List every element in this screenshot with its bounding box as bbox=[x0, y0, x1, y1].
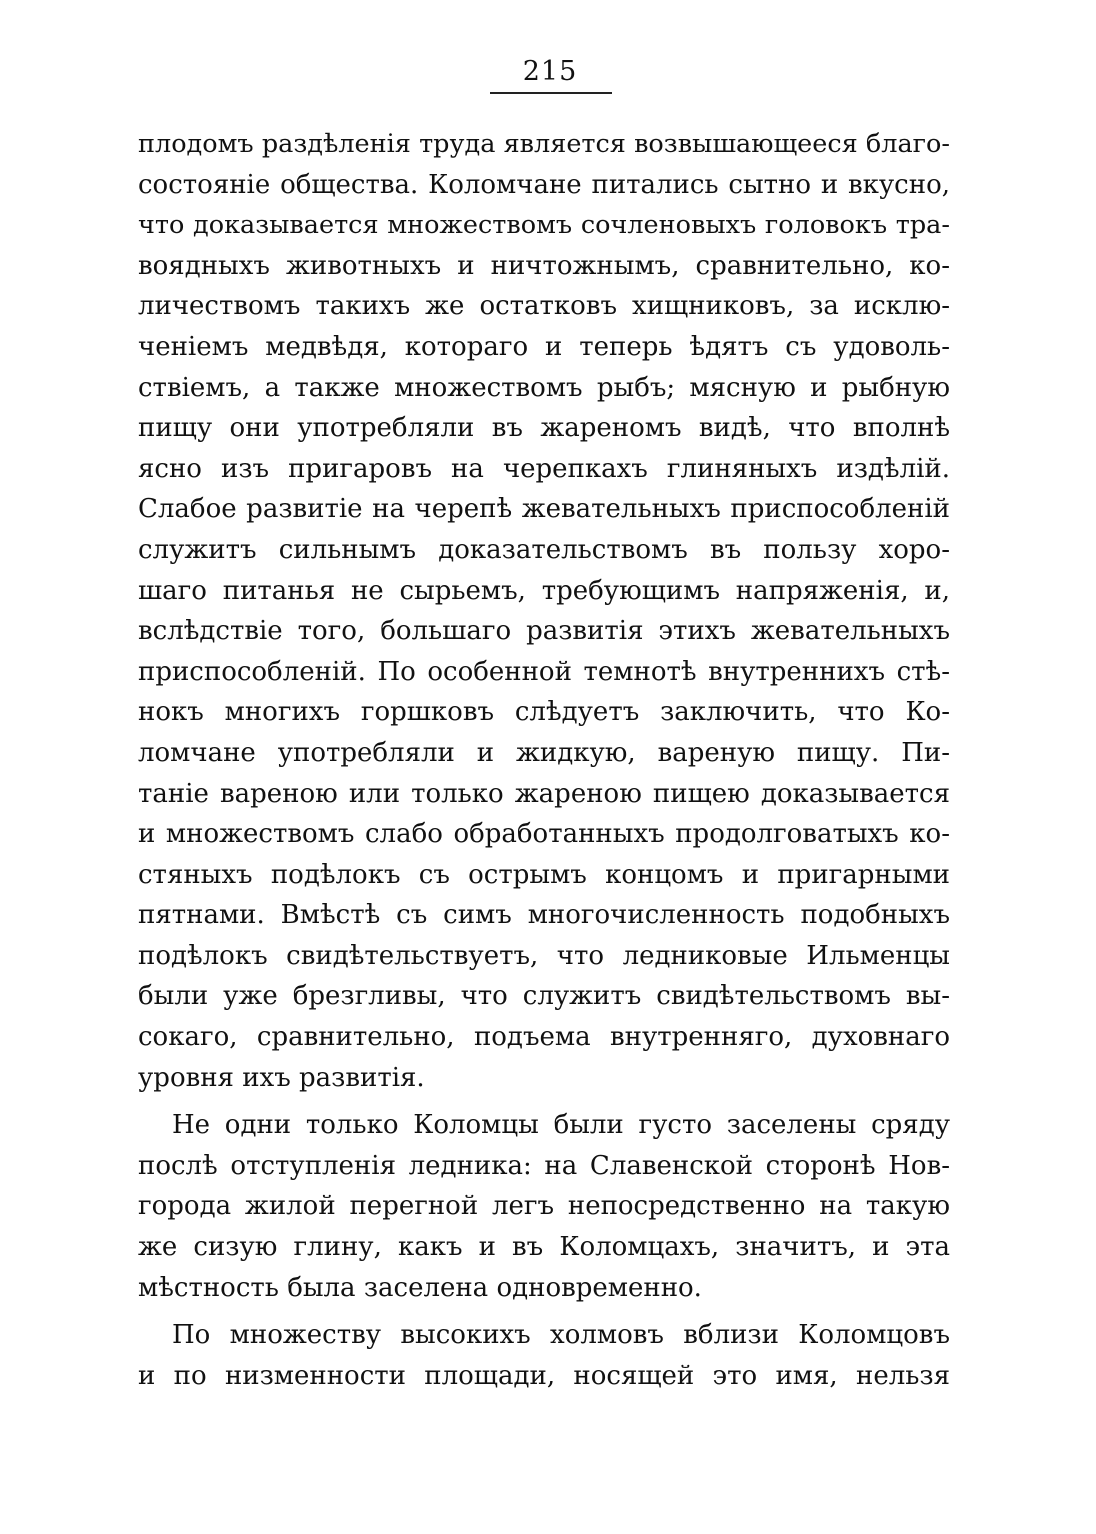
page-number: 215 bbox=[522, 56, 578, 87]
text-line: служитъ сильнымъ доказательствомъ въ пользу хоро- bbox=[138, 534, 950, 565]
text-line: нокъ многихъ горшковъ слѣдуетъ заключить, что Ко- bbox=[138, 697, 950, 728]
text-line: ясно изъ пригаровъ на черепкахъ глиняныхъ издѣлій. bbox=[138, 453, 950, 484]
text-line: стяныхъ подѣлокъ съ острымъ концомъ и пригарными bbox=[138, 859, 950, 890]
text-line: города жилой перегной легъ непосредственно на такую bbox=[138, 1191, 950, 1222]
text-line: подѣлокъ свидѣтельствуетъ, что ледниковые Ильменцы bbox=[138, 940, 950, 971]
paragraph-gap bbox=[138, 1098, 950, 1105]
text-line: же сизую глину, какъ и въ Коломцахъ, значитъ, и эта bbox=[138, 1232, 950, 1263]
text-line: воядныхъ животныхъ и ничтожнымъ, сравнительно, ко- bbox=[138, 250, 950, 281]
text-line: и множествомъ слабо обработанныхъ продолговатыхъ ко- bbox=[138, 819, 950, 850]
text-line: и по низменности площади, носящей это имя, нельзя bbox=[138, 1360, 950, 1391]
text-line: уровня ихъ развитія. bbox=[138, 1062, 425, 1093]
body-text bbox=[138, 124, 950, 1396]
header-rule bbox=[490, 92, 612, 94]
text-line: пищу они употребляли въ жареномъ видѣ, что вполнѣ bbox=[138, 413, 950, 444]
text-line: пятнами. Вмѣстѣ съ симъ многочисленность подобныхъ bbox=[138, 900, 950, 931]
text-line: таніе вареною или только жареною пищею доказывается bbox=[138, 778, 950, 809]
text-line: плодомъ раздѣленія труда является возвышающееся благо- bbox=[138, 129, 950, 159]
paragraph-3 bbox=[138, 1315, 950, 1396]
text-line: Не одни только Коломцы были густо заселены сряду bbox=[172, 1110, 950, 1141]
text-line: были уже брезгливы, что служитъ свидѣтельствомъ вы- bbox=[138, 981, 950, 1012]
paragraph-1 bbox=[138, 124, 950, 1098]
text-line: что доказывается множествомъ сочленовыхъ головокъ тра- bbox=[138, 210, 950, 241]
text-line: ченіемъ медвѣдя, котораго и теперь ѣдятъ съ удоволь- bbox=[138, 331, 950, 362]
text-line: вслѣдствіе того, большаго развитія этихъ жевательныхъ bbox=[138, 616, 950, 647]
text-line: состояніе общества. Коломчане питались сытно и вкусно, bbox=[138, 169, 950, 200]
text-line: Слабое развитіе на черепѣ жевательныхъ приспособленій bbox=[138, 494, 950, 525]
text-line: мѣстность была заселена одновременно. bbox=[138, 1272, 702, 1303]
text-line: сокаго, сравнительно, подъема внутренняго, духовнаго bbox=[138, 1022, 950, 1053]
text-line: приспособленій. По особенной темнотѣ внутреннихъ стѣ- bbox=[138, 656, 950, 687]
text-line: шаго питанья не сырьемъ, требующимъ напряженія, и, bbox=[138, 575, 950, 606]
paragraph-gap bbox=[138, 1308, 950, 1315]
text-line: личествомъ такихъ же остатковъ хищниковъ, за исклю- bbox=[138, 291, 950, 322]
text-line: ствіемъ, а также множествомъ рыбъ; мясную и рыбную bbox=[138, 372, 950, 403]
text-line: ломчане употребляли и жидкую, вареную пищу. Пи- bbox=[138, 737, 950, 768]
text-line: послѣ отступленія ледника: на Славенской сторонѣ Нов- bbox=[138, 1150, 950, 1181]
paragraph-2 bbox=[138, 1105, 950, 1308]
text-line: По множеству высокихъ холмовъ вблизи Коломцовъ bbox=[172, 1320, 950, 1351]
